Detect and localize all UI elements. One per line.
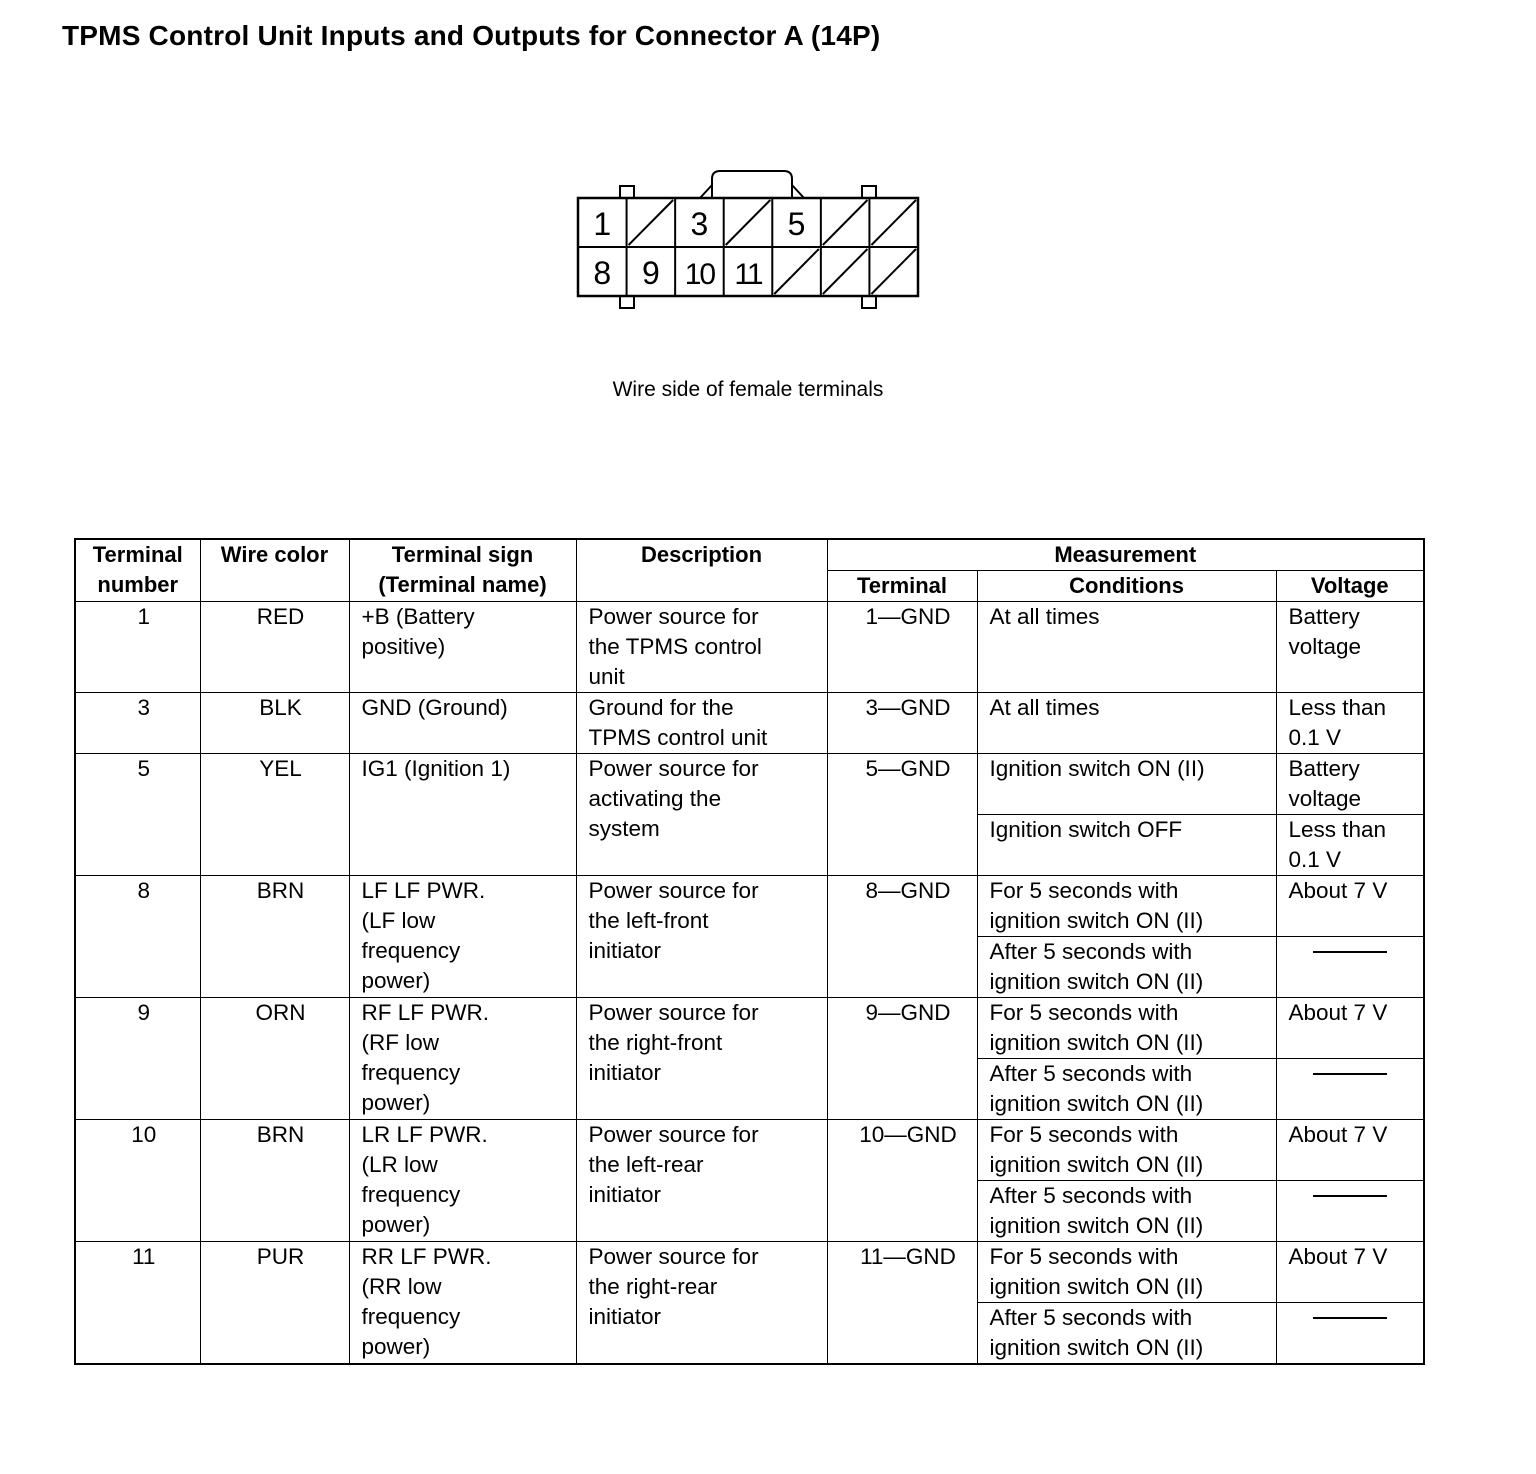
header-terminal-sign: Terminal sign (Terminal name) bbox=[349, 539, 576, 602]
measurement-terminal-cell: 10—GND bbox=[827, 1120, 977, 1242]
description-cell: Power source for activating the system bbox=[576, 754, 827, 876]
wire-color-cell: YEL bbox=[200, 754, 349, 876]
no-voltage-dash bbox=[1313, 951, 1387, 953]
terminal-label: 5 bbox=[787, 206, 806, 242]
terminal-number-cell: 11 bbox=[75, 1242, 200, 1365]
table-row bbox=[75, 693, 1424, 754]
header-measurement: Measurement bbox=[827, 539, 1424, 571]
measurement-terminal-cell: 9—GND bbox=[827, 998, 977, 1120]
description-cell: Power source for the right-front initiator bbox=[576, 998, 827, 1120]
terminal-sign-cell: IG1 (Ignition 1) bbox=[349, 754, 576, 876]
terminal-label: 10 bbox=[684, 258, 715, 291]
voltage-cell: Less than 0.1 V bbox=[1276, 693, 1424, 754]
voltage-cell: Battery voltage bbox=[1276, 602, 1424, 693]
condition-cell: For 5 seconds with ignition switch ON (II) bbox=[977, 876, 1276, 937]
no-voltage-dash bbox=[1313, 1195, 1387, 1197]
header-description: Description bbox=[576, 539, 827, 602]
measurement-terminal-cell: 3—GND bbox=[827, 693, 977, 754]
empty-cavity-slash bbox=[774, 249, 819, 294]
empty-cavity-slash bbox=[726, 200, 771, 245]
condition-cell: Ignition switch ON (II) bbox=[977, 754, 1276, 815]
header-wire-color: Wire color bbox=[200, 539, 349, 602]
description-cell: Ground for the TPMS control unit bbox=[576, 693, 827, 754]
voltage-cell: About 7 V bbox=[1276, 1120, 1424, 1181]
voltage-cell: Battery voltage bbox=[1276, 754, 1424, 815]
terminal-label: 1 bbox=[593, 206, 612, 242]
terminal-sign-cell: RR LF PWR. (RR low frequency power) bbox=[349, 1242, 576, 1365]
header-meas-terminal: Terminal bbox=[827, 571, 977, 602]
terminal-label: 11 bbox=[734, 258, 762, 291]
description-cell: Power source for the left-rear initiator bbox=[576, 1120, 827, 1242]
table-row bbox=[75, 602, 1424, 693]
terminal-sign-cell: LR LF PWR. (LR low frequency power) bbox=[349, 1120, 576, 1242]
voltage-cell: About 7 V bbox=[1276, 876, 1424, 937]
terminal-number-cell: 5 bbox=[75, 754, 200, 876]
wire-color-cell: ORN bbox=[200, 998, 349, 1120]
wire-color-cell: PUR bbox=[200, 1242, 349, 1365]
condition-cell: At all times bbox=[977, 693, 1276, 754]
header-conditions: Conditions bbox=[977, 571, 1276, 602]
terminal-sign-cell: LF LF PWR. (LF low frequency power) bbox=[349, 876, 576, 998]
description-cell: Power source for the TPMS control unit bbox=[576, 602, 827, 693]
empty-cavity-slash bbox=[871, 200, 916, 245]
wire-color-cell: BRN bbox=[200, 876, 349, 998]
terminal-number-cell: 3 bbox=[75, 693, 200, 754]
terminal-label: 8 bbox=[593, 255, 612, 291]
terminal-number-cell: 9 bbox=[75, 998, 200, 1120]
terminal-label: 9 bbox=[641, 255, 660, 291]
io-table bbox=[74, 538, 1425, 1365]
measurement-terminal-cell: 5—GND bbox=[827, 754, 977, 876]
table-row bbox=[75, 876, 1424, 937]
no-voltage-dash bbox=[1313, 1073, 1387, 1075]
table-row bbox=[75, 998, 1424, 1059]
terminal-number-cell: 10 bbox=[75, 1120, 200, 1242]
empty-cavity-slash bbox=[871, 249, 916, 294]
wire-color-cell: RED bbox=[200, 602, 349, 693]
page-title: TPMS Control Unit Inputs and Outputs for Connector A (14P) bbox=[62, 20, 881, 51]
terminal-number-cell: 1 bbox=[75, 602, 200, 693]
condition-cell: After 5 seconds with ignition switch ON (II) bbox=[977, 937, 1276, 998]
terminal-number-cell: 8 bbox=[75, 876, 200, 998]
terminal-sign-cell: GND (Ground) bbox=[349, 693, 576, 754]
wire-color-cell: BLK bbox=[200, 693, 349, 754]
empty-cavity-slash bbox=[823, 249, 868, 294]
header-terminal-number: Terminal number bbox=[75, 539, 200, 602]
table-row bbox=[75, 1120, 1424, 1181]
description-cell: Power source for the left-front initiator bbox=[576, 876, 827, 998]
empty-cavity-slash bbox=[629, 200, 674, 245]
voltage-cell: About 7 V bbox=[1276, 1242, 1424, 1303]
measurement-terminal-cell: 11—GND bbox=[827, 1242, 977, 1365]
empty-cavity-slash bbox=[823, 200, 868, 245]
voltage-cell bbox=[1276, 1059, 1424, 1120]
connector-caption-text: Wire side of female terminals bbox=[612, 378, 884, 401]
condition-cell: After 5 seconds with ignition switch ON (II) bbox=[977, 1303, 1276, 1365]
terminal-sign-cell: +B (Battery positive) bbox=[349, 602, 576, 693]
header-voltage: Voltage bbox=[1276, 571, 1424, 602]
measurement-terminal-cell: 1—GND bbox=[827, 602, 977, 693]
no-voltage-dash bbox=[1313, 1317, 1387, 1319]
condition-cell: For 5 seconds with ignition switch ON (II) bbox=[977, 998, 1276, 1059]
terminal-label: 3 bbox=[690, 206, 709, 242]
condition-cell: Ignition switch OFF bbox=[977, 815, 1276, 876]
wire-color-cell: BRN bbox=[200, 1120, 349, 1242]
condition-cell: For 5 seconds with ignition switch ON (II) bbox=[977, 1242, 1276, 1303]
table-row bbox=[75, 1242, 1424, 1303]
measurement-terminal-cell: 8—GND bbox=[827, 876, 977, 998]
voltage-cell: About 7 V bbox=[1276, 998, 1424, 1059]
condition-cell: After 5 seconds with ignition switch ON (II) bbox=[977, 1181, 1276, 1242]
voltage-cell: Less than 0.1 V bbox=[1276, 815, 1424, 876]
voltage-cell bbox=[1276, 937, 1424, 998]
voltage-cell bbox=[1276, 1181, 1424, 1242]
terminal-sign-cell: RF LF PWR. (RF low frequency power) bbox=[349, 998, 576, 1120]
condition-cell: For 5 seconds with ignition switch ON (II) bbox=[977, 1120, 1276, 1181]
description-cell: Power source for the right-rear initiator bbox=[576, 1242, 827, 1365]
connector-diagram bbox=[570, 165, 930, 315]
condition-cell: After 5 seconds with ignition switch ON (II) bbox=[977, 1059, 1276, 1120]
table-row bbox=[75, 754, 1424, 815]
voltage-cell bbox=[1276, 1303, 1424, 1365]
condition-cell: At all times bbox=[977, 602, 1276, 693]
